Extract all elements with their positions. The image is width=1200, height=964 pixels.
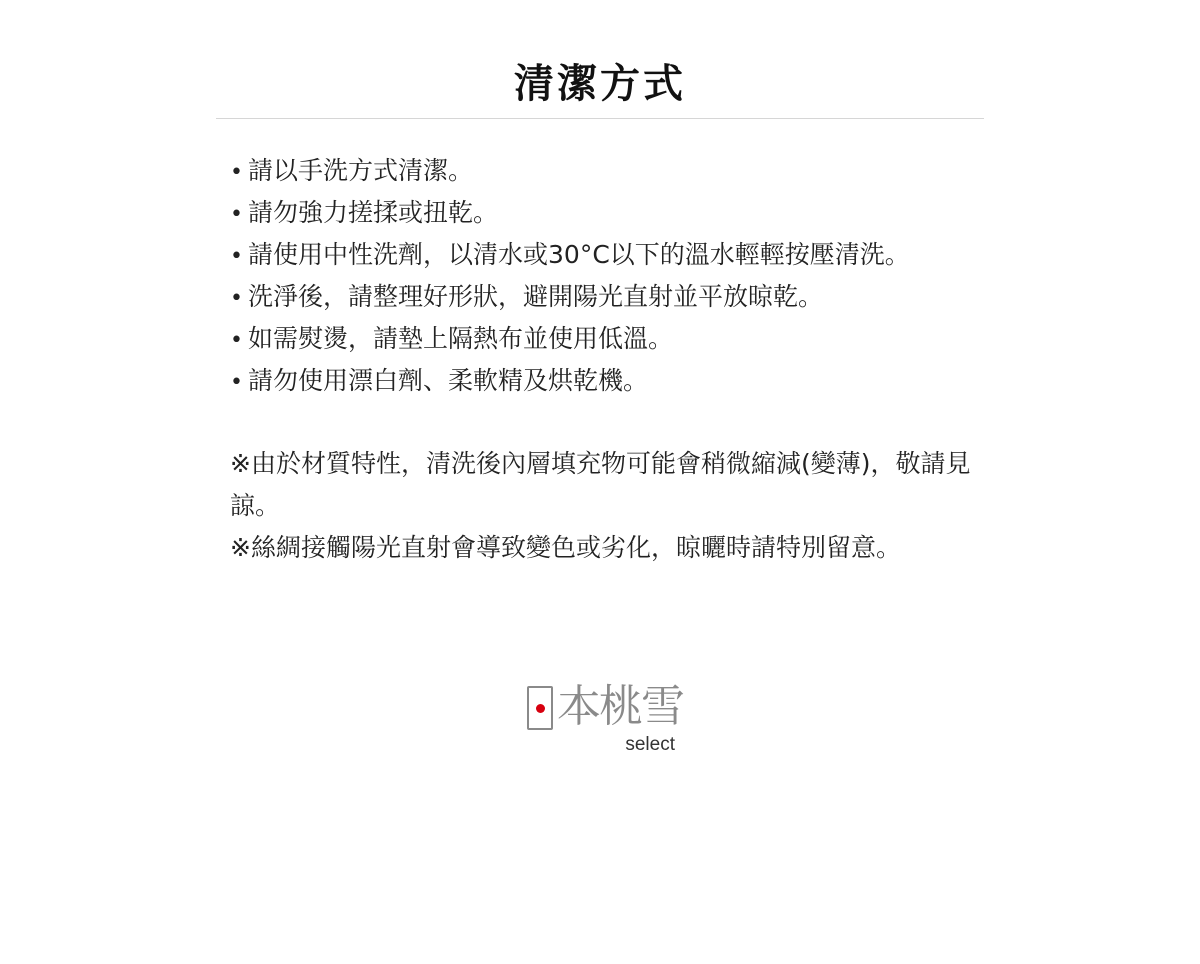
brand-logo — [527, 681, 683, 756]
list-item-text: 請使用中性洗劑，以清水或30°C以下的溫水輕輕按壓清洗。 — [248, 240, 910, 269]
list-item-text: 請以手洗方式清潔。 — [248, 156, 474, 185]
list-item — [230, 360, 1020, 402]
list-item-text: 如需熨燙，請墊上隔熱布並使用低溫。 — [248, 324, 674, 353]
logo-red-dot — [536, 704, 545, 713]
title-divider — [216, 118, 984, 119]
note-material: ※由於材質特性，清洗後內層填充物可能會稍微縮減(變薄)，敬請見諒。 — [230, 449, 971, 520]
bullet-icon: • — [230, 328, 243, 353]
notes-section — [230, 443, 1020, 569]
list-item-text: 洗淨後，請整理好形狀，避開陽光直射並平放晾乾。 — [248, 282, 824, 311]
logo-wordmark: 本桃雪 — [557, 681, 683, 732]
list-item — [230, 150, 1020, 192]
list-item-text: 請勿使用漂白劑、柔軟精及烘乾機。 — [248, 366, 649, 395]
logo-sun-mark — [527, 686, 553, 730]
list-item — [230, 192, 1020, 234]
list-item — [230, 276, 1020, 318]
bullet-icon: • — [230, 286, 243, 311]
logo-select-text: select — [625, 734, 675, 755]
bullet-icon: • — [230, 202, 243, 227]
page-title: 清潔方式 — [514, 61, 686, 107]
bullet-icon: • — [230, 244, 243, 269]
care-instructions-list — [230, 150, 1020, 402]
note-silk: ※絲綢接觸陽光直射會導致變色或劣化，晾曬時請特別留意。 — [230, 533, 901, 562]
list-item — [230, 318, 1020, 360]
bullet-icon: • — [230, 370, 243, 395]
list-item — [230, 234, 1020, 276]
bullet-icon: • — [230, 160, 243, 185]
list-item-text: 請勿強力搓揉或扭乾。 — [248, 198, 499, 227]
